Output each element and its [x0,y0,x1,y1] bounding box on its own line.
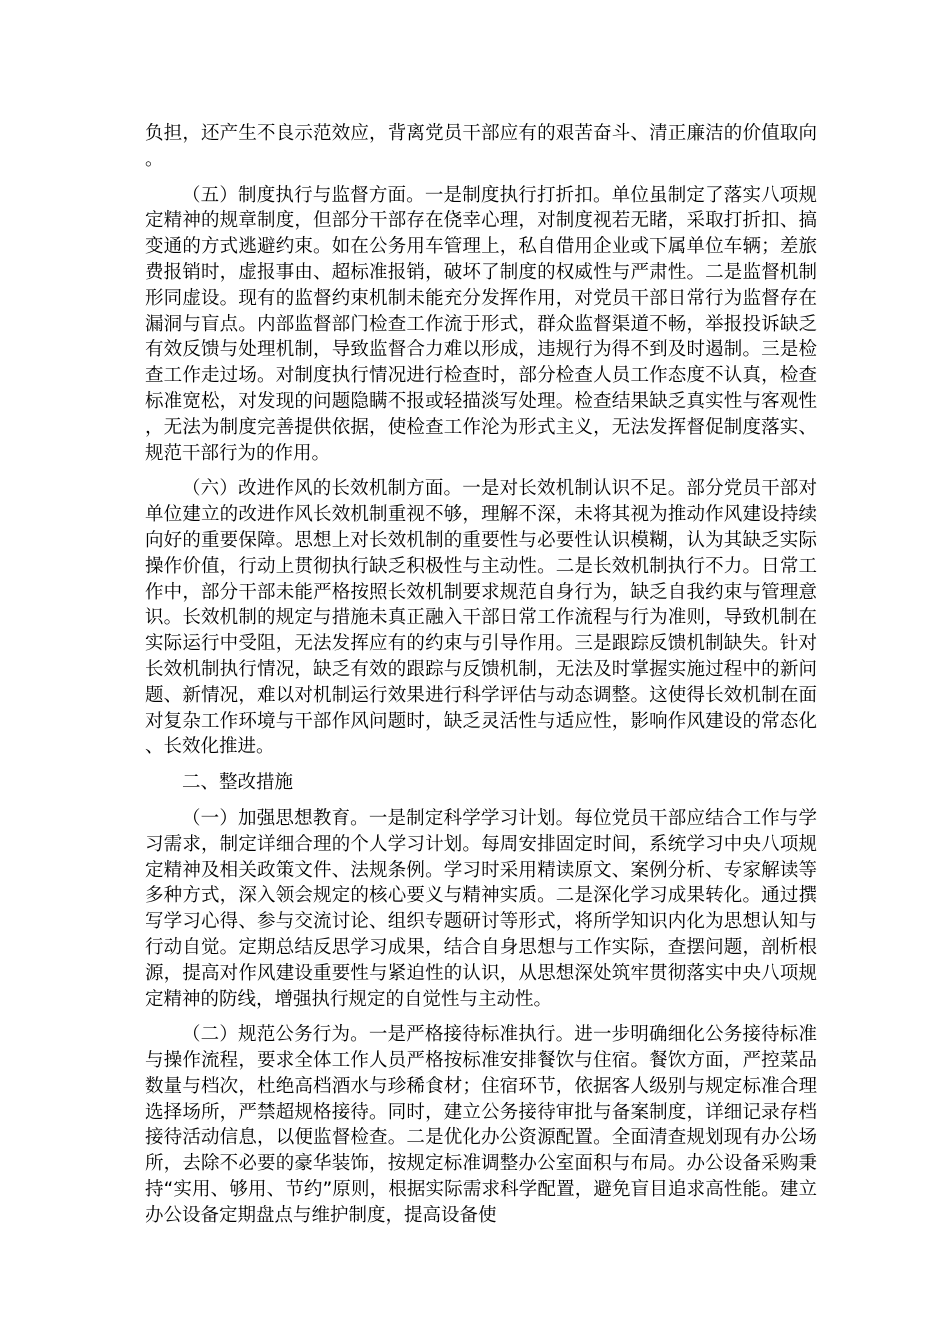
paragraph-measure-1: （一）加强思想教育。一是制定科学学习计划。每位党员干部应结合工作与学习需求，制定详细合理的个人学习计划。每周安排固定时间，系统学习中央八项规定精神及相关政策文件、法规条例。学习时采用精读原文、案例分析、专家解读等多种方式，深入领会规定的核心要义与精神实质。二是深化学习成果转化。通过撰写学习心得、参与交流讨论、组织专题研讨等形式，将所学知识内化为思想认知与行动自觉。定期总结反思学习成果，结合自身思想与工作实际，查摆问题，剖析根源，提高对作风建设重要性与紧迫性的认识，从思想深处筑牢贯彻落实中央八项规定精神的防线，增强执行规定的自觉性与主动性。 [145,807,817,1010]
paragraph-section-6: （六）改进作风的长效机制方面。一是对长效机制认识不足。部分党员干部对单位建立的改进作风长效机制重视不够，理解不深，未将其视为推动作风建设持续向好的重要保障。思想上对长效机制的重要性与必要性认识模糊，认为其缺乏实际操作价值，行动上贯彻执行缺乏积极性与主动性。二是长效机制执行不力。日常工作中，部分干部未能严格按照长效机制要求规范自身行为，缺乏自我约束与管理意识。长效机制的规定与措施未真正融入干部日常工作流程与行为准则，导致机制在实际运行中受阻，无法发挥应有的约束与引导作用。三是跟踪反馈机制缺失。针对长效机制执行情况，缺乏有效的跟踪与反馈机制，无法及时掌握实施过程中的新问题、新情况，难以对机制运行效果进行科学评估与动态调整。这使得长效机制在面对复杂工作环境与干部作风问题时，缺乏灵活性与适应性，影响作风建设的常态化、长效化推进。 [145,478,817,758]
section-heading: 二、整改措施 [182,772,294,794]
document-body [145,121,817,1239]
paragraph-intro-continuation: 负担，还产生不良示范效应，背离党员干部应有的艰苦奋斗、清正廉洁的价值取向。 [145,123,817,170]
paragraph-measure-2: （二）规范公务行为。一是严格接待标准执行。进一步明确细化公务接待标准与操作流程，要求全体工作人员严格按标准安排餐饮与住宿。餐饮方面，严控菜品数量与档次，杜绝高档酒水与珍稀食材；住宿环节，依据客人级别与规定标准合理选择场所，严禁超规格接待。同时，建立公务接待审批与备案制度，详细记录存档接待活动信息，以便监督检查。二是优化办公资源配置。全面清查规划现有办公场所，去除不必要的豪华装饰，按规定标准调整办公室面积与布局。办公设备采购秉持“实用、够用、节约”原则，根据实际需求科学配置，避免盲目追求高性能。建立办公设备定期盘点与维护制度，提高设备使 [145,1024,817,1226]
paragraph-section-5: （五）制度执行与监督方面。一是制度执行打折扣。单位虽制定了落实八项规定精神的规章制度，但部分干部存在侥幸心理，对制度视若无睹，采取打折扣、搞变通的方式逃避约束。如在公务用车管理上，私自借用企业或下属单位车辆；差旅费报销时，虚报事由、超标准报销，破坏了制度的权威性与严肃性。二是监督机制形同虚设。现有的监督约束机制未能充分发挥作用，对党员干部日常行为监督存在漏洞与盲点。内部监督部门检查工作流于形式，群众监督渠道不畅，举报投诉缺乏有效反馈与处理机制，导致监督合力难以形成，违规行为得不到及时遏制。三是检查工作走过场。对制度执行情况进行检查时，部分检查人员工作态度不认真，检查标准宽松，对发现的问题隐瞒不报或轻描淡写处理。检查结果缺乏真实性与客观性，无法为制度完善提供依据，使检查工作沦为形式主义，无法发挥督促制度落实、规范干部行为的作用。 [145,184,817,464]
